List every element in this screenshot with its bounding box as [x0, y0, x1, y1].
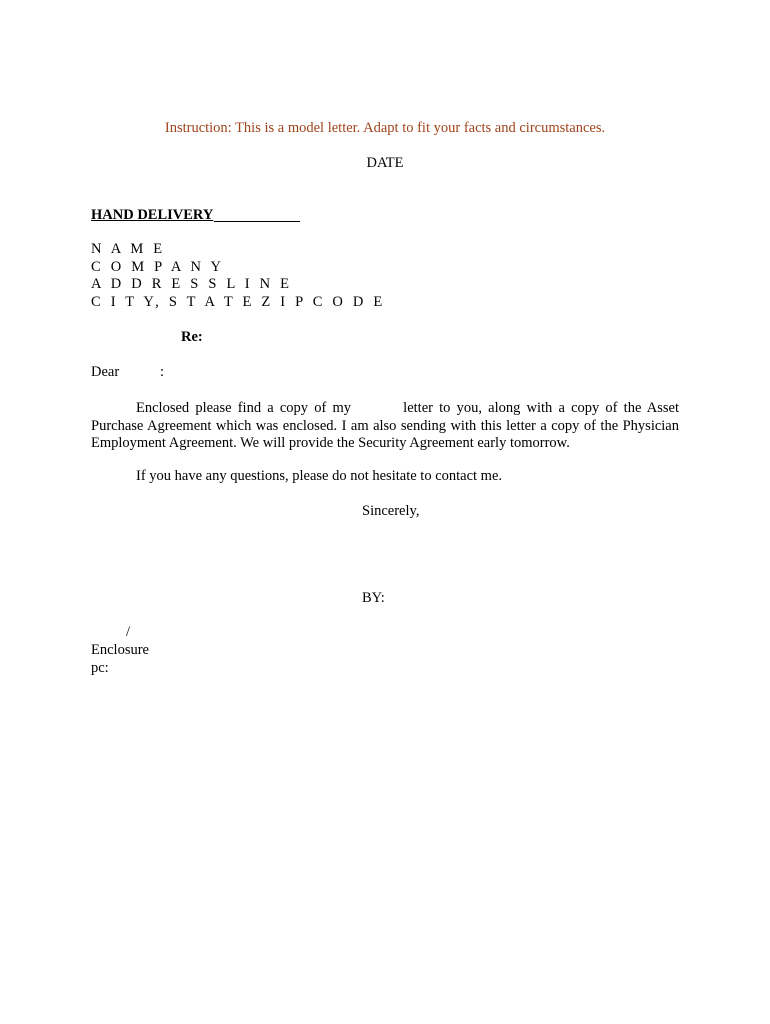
typist-initials: /: [126, 624, 131, 640]
body-paragraph-1-start: Enclosed please find a copy of my: [136, 400, 351, 416]
body-paragraph-2: If you have any questions, please do not hesitate to contact me.: [136, 468, 503, 484]
closing-sincerely: Sincerely,: [362, 503, 420, 519]
letter-date: DATE: [366, 155, 404, 171]
recipient-name: N A M E: [91, 241, 166, 257]
delivery-underline: [214, 221, 300, 222]
recipient-company: C O M P A N Y: [91, 259, 225, 275]
body-paragraph-1: [91, 400, 679, 453]
instruction-note: Instruction: This is a model letter. Adapt to fit your facts and circumstances.: [164, 120, 606, 136]
recipient-address-line: A D D R E S S L I N E: [91, 276, 293, 292]
recipient-city-state-zip: C I T Y, S T A T E Z I P C O D E: [91, 294, 386, 310]
signature-by: BY:: [362, 590, 385, 606]
salutation: Dear: [91, 364, 120, 380]
subject-line: Re:: [181, 329, 203, 345]
copy-notation: pc:: [91, 660, 109, 676]
salutation-colon: :: [160, 364, 165, 380]
delivery-method: HAND DELIVERY: [91, 207, 214, 223]
enclosure-notation: Enclosure: [91, 642, 149, 658]
body-paragraph-1-rest: letter to you, along with a copy of the Asset Purchase Agreement which was enclosed. I am also sending with this letter a copy of the Physician Employment Agreement. We will provide the Security Agreement early tomorrow.: [91, 400, 679, 451]
